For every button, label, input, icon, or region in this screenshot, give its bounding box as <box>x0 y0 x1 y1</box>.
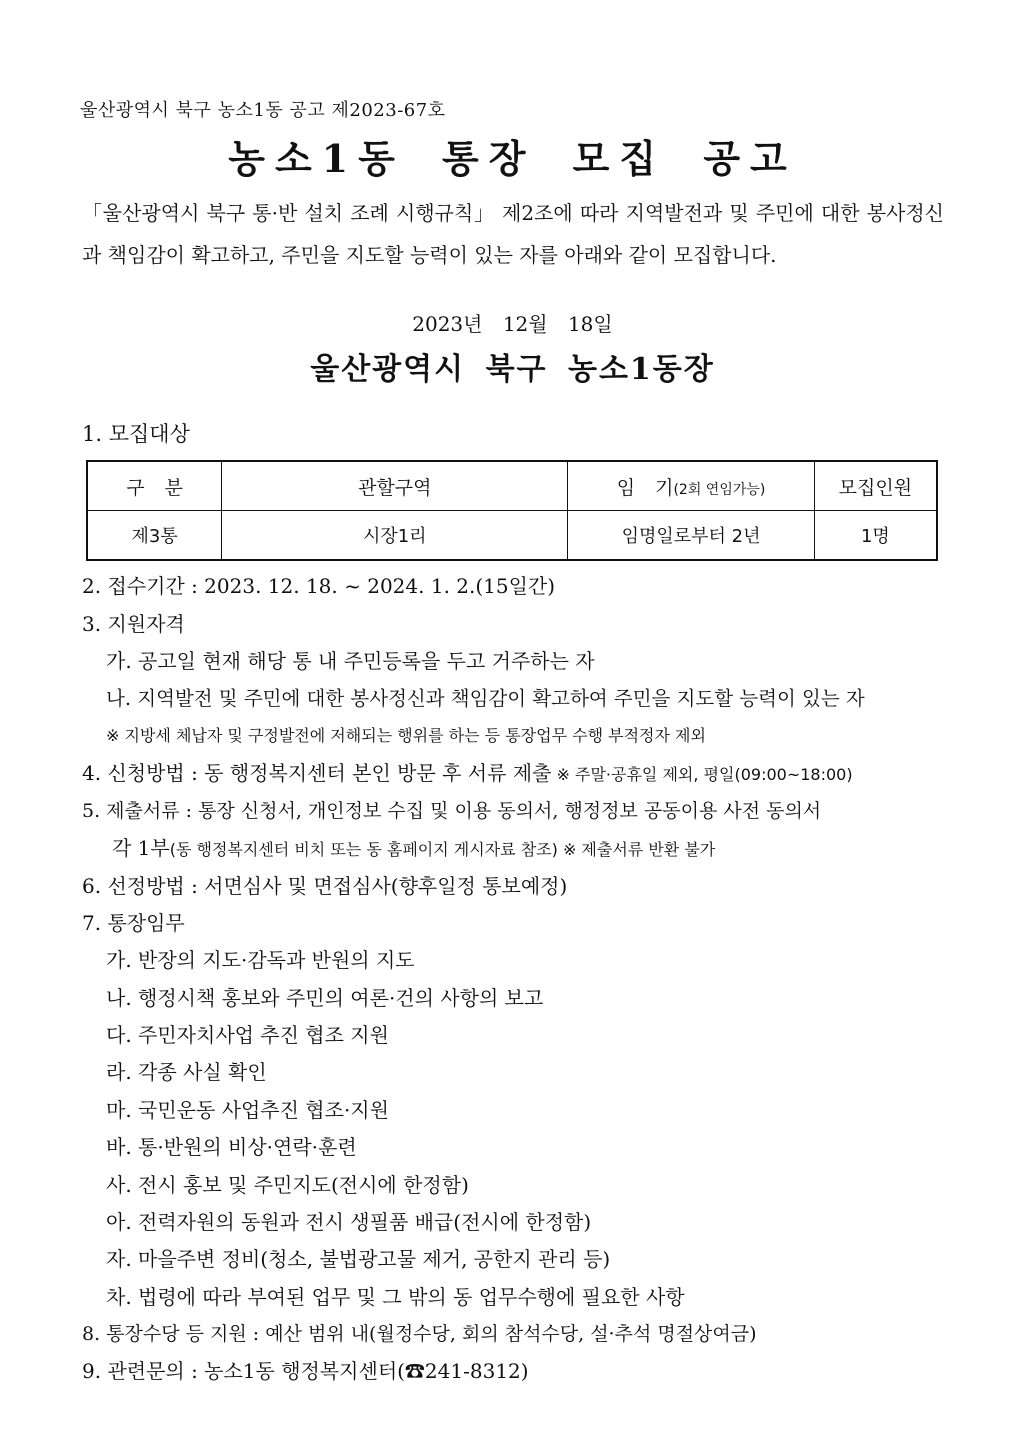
header-count: 모집인원 <box>814 461 937 511</box>
header-term <box>568 461 814 511</box>
duty-item: 마. 국민운동 사업추진 협조·지원 <box>106 1098 389 1122</box>
issuer: 울산광역시 북구 농소1동장 <box>310 352 715 387</box>
duty-item: 다. 주민자치사업 추진 협조 지원 <box>106 1023 389 1047</box>
section-application <box>82 759 853 789</box>
application-method: 4. 신청방법 : 동 행정복지센터 본인 방문 후 서류 제출 <box>82 761 552 785</box>
documents-copies: 각 1부 <box>112 836 170 860</box>
duty-item: 나. 행정시책 홍보와 주민의 여론·건의 사항의 보고 <box>106 986 544 1010</box>
duty-item: 라. 각종 사실 확인 <box>106 1060 267 1084</box>
page-title: 농소1동 통장 모집 공고 <box>228 136 797 181</box>
cell-count: 1명 <box>814 511 937 561</box>
duty-item: 차. 법령에 따라 부여된 업무 및 그 밖의 동 업무수행에 필요한 사항 <box>106 1285 685 1309</box>
duty-item: 아. 전력자원의 동원과 전시 생필품 배급(전시에 한정함) <box>106 1210 592 1234</box>
notice-date: 2023년 12월 18일 <box>412 312 613 336</box>
section-documents: 5. 제출서류 : 통장 신청서, 개인정보 수집 및 이용 동의서, 행정정보 공동이용 사전 동의서 <box>82 800 822 822</box>
header-division: 구 분 <box>87 461 222 511</box>
qualification-note: ※ 지방세 체납자 및 구정발전에 저해되는 행위를 하는 등 통장업무 수행 부적정자 제외 <box>106 726 706 745</box>
intro-paragraph: 「울산광역시 북구 통·반 설치 조례 시행규칙」 제2조에 따라 지역발전과 및 주민에 대한 봉사정신과 책임감이 확고하고, 주민을 지도할 능력이 있는 자를 아래와 같이 모집합니다. <box>82 201 944 267</box>
cell-term: 임명일로부터 2년 <box>568 511 814 561</box>
section-recruit-target: 1. 모집대상 <box>82 422 190 446</box>
cell-division: 제3통 <box>87 511 222 561</box>
recruit-table <box>86 460 938 561</box>
section-selection: 6. 선정방법 : 서면심사 및 면접심사(향후일정 통보예정) <box>82 874 568 898</box>
qualification-b: 나. 지역발전 및 주민에 대한 봉사정신과 책임감이 확고하여 주민을 지도할 능력이 있는 자 <box>106 687 865 710</box>
application-note: ※ 주말·공휴일 제외, 평일(09:00~18:00) <box>551 765 853 784</box>
duty-item: 사. 전시 홍보 및 주민지도(전시에 한정함) <box>106 1173 469 1197</box>
duty-item: 가. 반장의 지도·감독과 반원의 지도 <box>106 948 415 972</box>
table-header-row <box>87 461 937 511</box>
table-row <box>87 511 937 561</box>
header-area: 관할구역 <box>222 461 568 511</box>
documents-line2 <box>112 834 715 864</box>
qualification-a: 가. 공고일 현재 해당 통 내 주민등록을 두고 거주하는 자 <box>106 649 595 673</box>
section-duties: 7. 통장임무 <box>82 911 185 935</box>
cell-area: 시장1리 <box>222 511 568 561</box>
duty-item: 자. 마을주변 정비(청소, 불법광고물 제거, 공한지 관리 등) <box>106 1247 611 1271</box>
header-term-main: 임 기 <box>616 476 674 499</box>
header-term-sub: (2회 연임가능) <box>673 481 766 498</box>
duty-item: 바. 통·반원의 비상·연락·훈련 <box>106 1135 357 1159</box>
section-contact: 9. 관련문의 : 농소1동 행정복지센터(☎241-8312) <box>82 1359 529 1383</box>
section-allowance: 8. 통장수당 등 지원 : 예산 범위 내(월정수당, 회의 참석수당, 설·추석 명절상여금) <box>82 1323 757 1345</box>
section-period: 2. 접수기간 : 2023. 12. 18. ~ 2024. 1. 2.(15일간) <box>82 574 556 598</box>
notice-number: 울산광역시 북구 농소1동 공고 제2023-67호 <box>80 100 446 121</box>
documents-note: (동 행정복지센터 비치 또는 동 홈페이지 게시자료 참조) ※ 제출서류 반환 불가 <box>169 840 716 859</box>
section-qualification: 3. 지원자격 <box>82 612 185 636</box>
